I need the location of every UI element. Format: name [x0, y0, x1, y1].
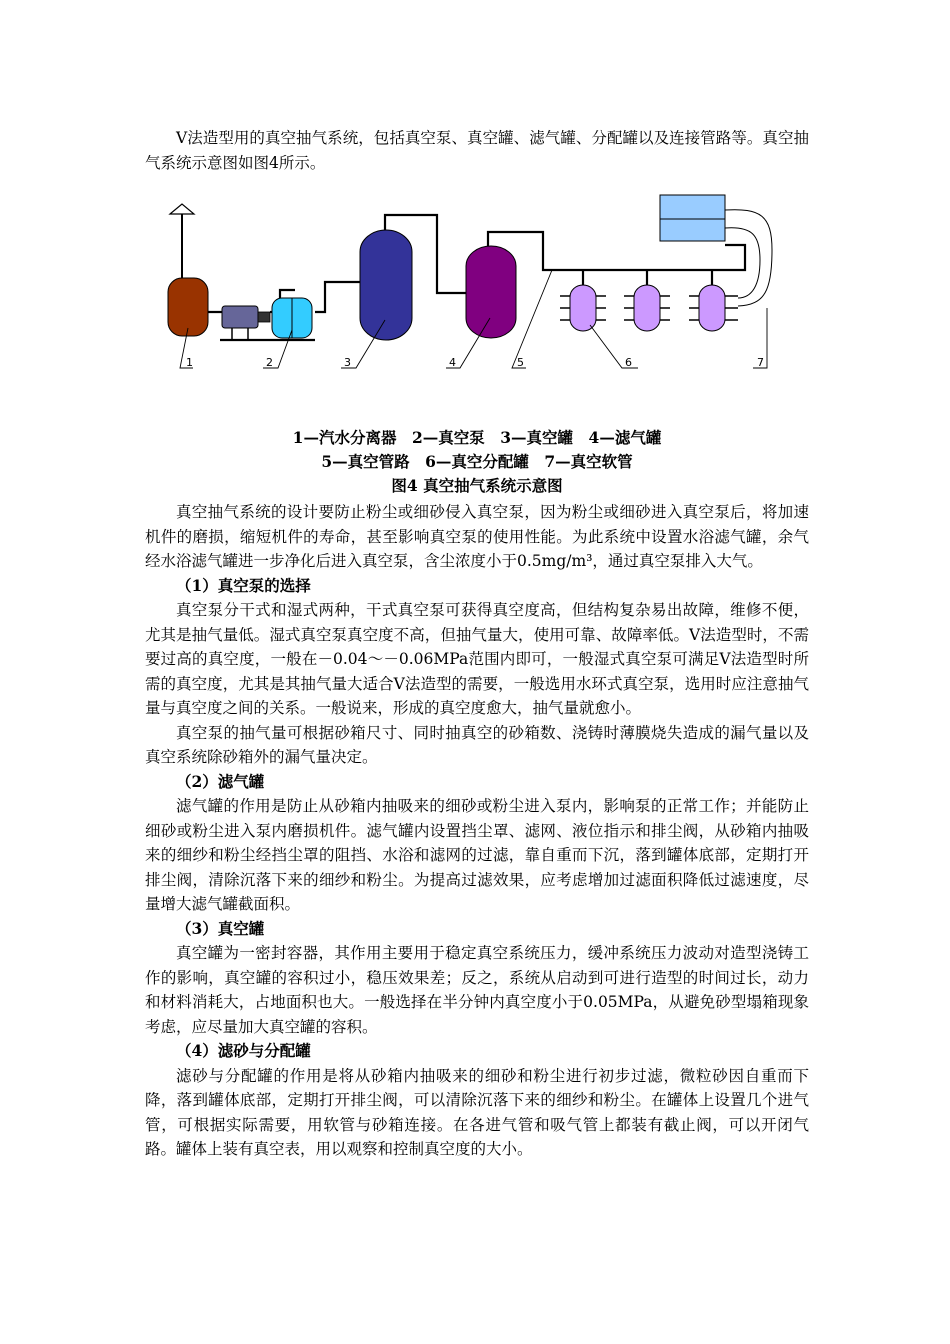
- pump-coupling: [258, 312, 270, 322]
- vent-arrow-icon: [170, 204, 194, 214]
- label-3: 3: [344, 356, 351, 369]
- label-4: 4: [449, 356, 456, 369]
- vacuum-hose: [725, 210, 772, 306]
- water-separator: [168, 278, 208, 336]
- heading-pump-selection: （1）真空泵的选择: [176, 575, 311, 595]
- paragraph-distributor: 滤砂与分配罐的作用是将从砂箱内抽吸来的细砂和粉尘进行初步过滤，微粒砂因自重而下降，落到罐体底部，定期打开排尘阀，可以清除沉落下来的细纱和粉尘。在罐体上设置几个进气管，可根据实际需要，用软管与砂箱连接。在各进气管和吸气管上都装有截止阀，可以开闭气路。罐体上装有真空表，用以观察和控制真空度的大小。: [145, 1066, 809, 1158]
- label-1: 1: [186, 356, 193, 369]
- figure-legend-line-1: 1—汽水分离器 2—真空泵 3—真空罐 4—滤气罐: [292, 428, 662, 447]
- paragraph-vacuum-tank: 真空罐为一密封容器，其作用主要用于稳定真空系统压力，缓冲系统压力波动对造型浇铸工作的影响，真空罐的容积过小，稳压效果差；反之，系统从启动到可进行造型的时间过长，动力和材料消耗大，占地面积也大。一般选择在半分钟内真空度小于0.05MPa，从避免砂型塌箱现象考虑，应尽量加大真空罐的容积。: [145, 944, 809, 1036]
- distributor-tanks: [570, 285, 725, 331]
- paragraph-pump-types: 真空泵分干式和湿式两种，干式真空泵可获得真空度高，但结构复杂易出故障，维修不便，尤其是抽气量低。湿式真空泵真空度不高，但抽气量大，使用可靠、故障率低。V法造型时，不需要过高的真空度，一般在－0.04～－0.06MPa范围内即可，一般湿式真空泵可满足V法造型时所需的真空度，尤其是其抽气量大适合V法造型的需要，一般选用水环式真空泵，选用时应注意抽气量与真空度之间的关系。一般说来，形成的真空度愈大，抽气量就愈小。: [145, 601, 809, 717]
- filter-tank: [466, 246, 516, 338]
- figure-caption: 图4 真空抽气系统示意图: [391, 476, 563, 495]
- heading-vacuum-tank: （3）真空罐: [176, 918, 265, 938]
- label-2: 2: [266, 356, 273, 369]
- distributor-tank: [634, 285, 660, 331]
- vacuum-tank: [360, 230, 412, 340]
- label-5: 5: [517, 356, 524, 369]
- intro-section: [145, 126, 809, 175]
- label-6: 6: [625, 356, 632, 369]
- heading-filter-tank: （2）滤气罐: [176, 771, 265, 791]
- figure-legend-line-2: 5—真空管路 6—真空分配罐 7—真空软管: [321, 452, 633, 471]
- mold-box: [660, 195, 725, 241]
- distributor-tank: [570, 285, 596, 331]
- pump-motor: [222, 306, 258, 328]
- paragraph-pump-capacity: 真空泵的抽气量可根据砂箱尺寸、同时抽真空的砂箱数、浇铸时薄膜烧失造成的漏气量以及真空系统除砂箱外的漏气量决定。: [145, 723, 809, 766]
- heading-distributor: （4）滤砂与分配罐: [176, 1041, 311, 1060]
- intro-paragraph: V法造型用的真空抽气系统，包括真空泵、真空罐、滤气罐、分配罐以及连接管路等。真空抽气系统示意图如图4所示。: [145, 129, 809, 172]
- distributor-tank: [699, 285, 725, 331]
- body-section: [145, 500, 809, 1162]
- vacuum-system-diagram: [160, 190, 800, 380]
- label-7: 7: [757, 356, 764, 369]
- paragraph-dust-prevention: 真空抽气系统的设计要防止粉尘或细砂侵入真空泵，因为粉尘或细砂进入真空泵后，将加速机件的磨损，缩短机件的寿命，甚至影响真空泵的使用性能。为此系统中设置水浴滤气罐，余气经水浴滤气罐进一步净化后进入真空泵，含尘浓度小于0.5mg/m³，通过真空泵排入大气。: [145, 503, 809, 570]
- paragraph-filter-tank: 滤气罐的作用是防止从砂箱内抽吸来的细砂或粉尘进入泵内，影响泵的正常工作；并能防止细砂或粉尘进入泵内磨损机件。滤气罐内设置挡尘罩、滤网、液位指示和排尘阀，从砂箱内抽吸来的细纱和粉尘经挡尘罩的阻挡、水浴和滤网的过滤，靠自重而下沉，落到罐体底部，定期打开排尘阀，清除沉落下来的细纱和粉尘。为提高过滤效果，应考虑增加过滤面积降低过滤速度，尽量增大滤气罐截面积。: [145, 797, 809, 913]
